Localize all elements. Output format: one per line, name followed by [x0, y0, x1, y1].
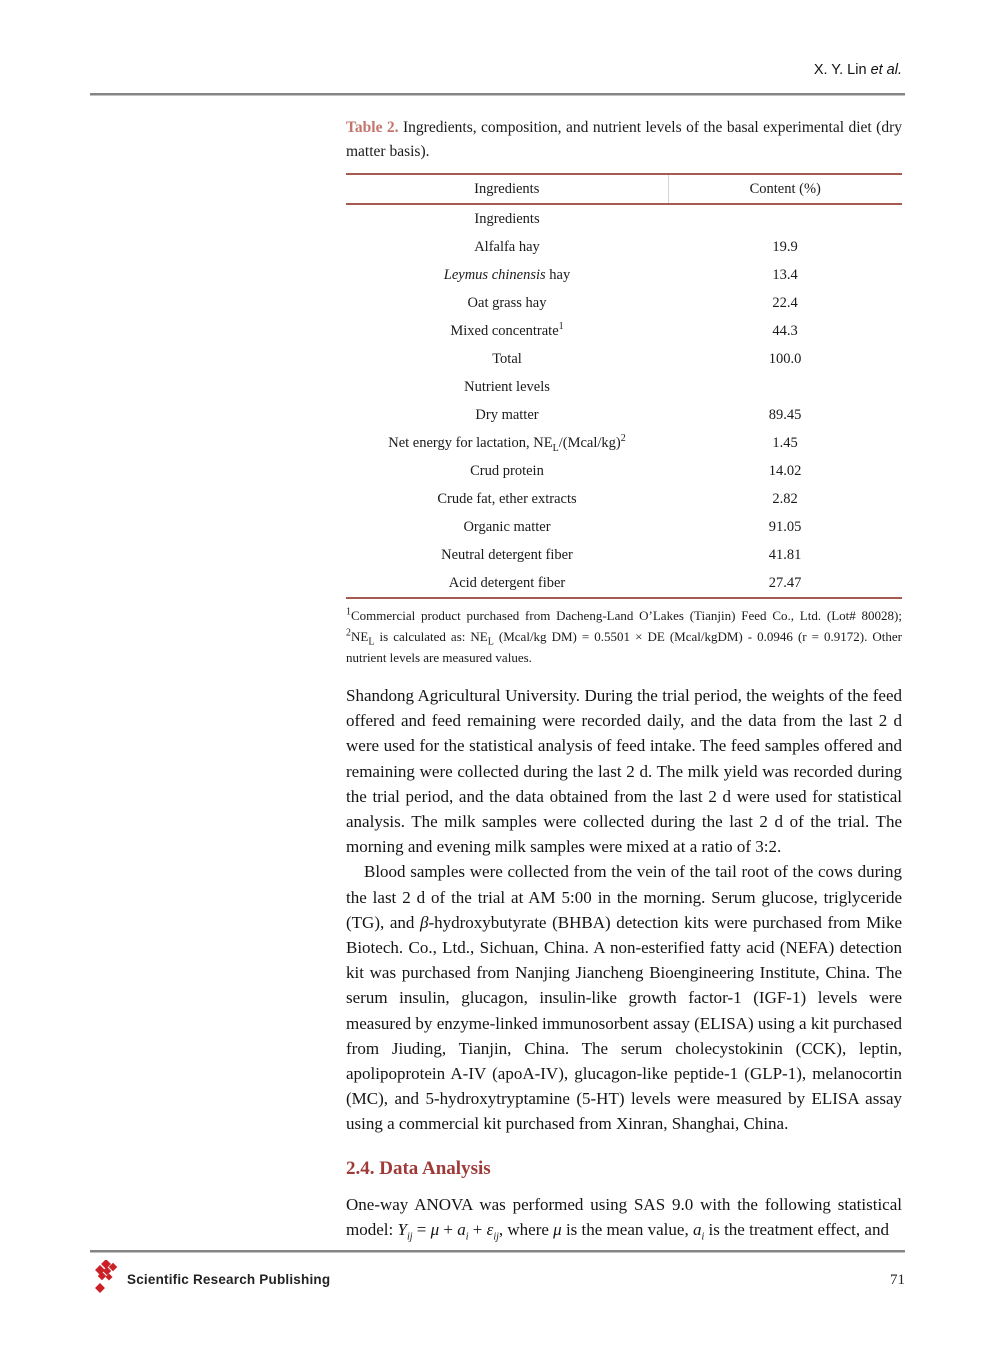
- ingredient-cell: Mixed concentrate$^1$: [450, 320, 564, 339]
- content-value-cell: 1.45: [772, 434, 798, 451]
- footer-rule: [90, 1250, 905, 1253]
- table-row: [346, 261, 902, 289]
- content-value-cell: 91.05: [768, 518, 802, 535]
- content-value-cell: 19.9: [772, 238, 798, 255]
- ingredient-cell: Total: [492, 350, 522, 367]
- paragraph-methods-2: Blood samples were collected from the vein of the tail root of the cows during the last 2 d of the trial at AM 5:00 in the morning. Serum glucose, triglyceride (TG), and β-hydroxybutyrate (BHBA) detection kits were purchased from Mike Biotech. Co., Ltd., Sichuan, China. A non-esterified fatty acid (NEFA) detection kit was purchased from Nanjing Jiancheng Bioengineering Institute, China. The serum insulin, glucagon, insulin-like growth factor-1 (IGF-1) levels were measured by enzyme-linked immunosorbent assay (ELISA) using a kit purchased from Jiuding, Tianjin, China. The serum cholecystokinin (CCK), leptin, apolipoprotein A-IV (apoA-IV), glucagon-like peptide-1 (GLP-1), melanocortin (MC), and 5-hydroxytryptamine (5-HT) levels were measured by ELISA assay using a commercial kit purchased from Xinran, Shanghai, China.: [346, 862, 902, 1134]
- ingredient-cell: Neutral detergent fiber: [441, 546, 573, 563]
- header-rule: [90, 93, 905, 96]
- page-content: [346, 116, 902, 1242]
- paragraph-methods-1: Shandong Agricultural University. During the trial period, the weights of the feed offered and feed remaining were recorded daily, and the data from the last 2 d were used for the statistical analysis of feed intake. The feed samples offered and remaining were collected during the last 2 d. The milk yield was recorded during the trial period, and the data obtained from the last 2 d were used for statistical analysis. The milk samples were collected during the last 2 d of the trial. The morning and evening milk samples were mixed at a ratio of 3:2.: [346, 686, 902, 857]
- ingredient-cell: Acid detergent fiber: [346, 569, 668, 598]
- table-row: [346, 457, 902, 485]
- table-row: [346, 233, 902, 261]
- table-row: [346, 373, 902, 401]
- table-header-row: [346, 174, 902, 204]
- column-header-content: Content (%): [668, 174, 902, 204]
- table-caption-text: Ingredients, composition, and nutrient levels of the basal experimental diet (dry matter basis).: [346, 119, 902, 160]
- paragraph-analysis: One-way ANOVA was performed using SAS 9.0 with the following statistical model: $Y_{ij} = \mu + a_i + \varepsilon_{ij}$, where μ is the mean value, $a_i$ is the treatment effect, and: [346, 1194, 902, 1243]
- table-body: [346, 204, 902, 598]
- section-heading: 2.4. Data Analysis: [346, 1157, 491, 1179]
- content-value-cell: 100.0: [768, 350, 802, 367]
- table-row: [346, 429, 902, 457]
- content-value-cell: 44.3: [772, 322, 798, 339]
- ingredient-cell: Nutrient levels: [464, 378, 550, 395]
- ingredient-cell: Crud protein: [470, 462, 544, 479]
- table-row: [346, 204, 902, 233]
- ingredient-cell: Alfalfa hay: [474, 238, 540, 255]
- table-header: [346, 174, 902, 204]
- table-row: [346, 401, 902, 429]
- table-row: [346, 485, 902, 513]
- ingredient-cell: Leymus chinensis hay: [443, 266, 571, 283]
- content-value-cell: 13.4: [772, 266, 798, 283]
- running-head-author: X. Y. Lin: [813, 62, 871, 78]
- table-row: [346, 541, 902, 569]
- column-header-ingredients: Ingredients: [346, 174, 668, 204]
- ingredient-cell: Oat grass hay: [467, 294, 547, 311]
- ingredients-table: [346, 173, 902, 599]
- table-row: [346, 289, 902, 317]
- table-caption-label: Table 2.: [346, 119, 399, 136]
- ingredient-cell: Crude fat, ether extracts: [437, 490, 577, 507]
- publisher-name: Scientific Research Publishing: [127, 1271, 331, 1287]
- running-head-etal: et al.: [870, 62, 902, 78]
- table-footnote: $^1$Commercial product purchased from Dacheng-Land O’Lakes (Tianjin) Feed Co., Ltd. (Lot# 80028); $^2NE_L$ is calculated as: $NE_L$ (Mcal/kg DM) = 0.5501 × DE (Mcal/kgDM) - 0.0946 (r = 0.9172). Other nutrient levels are measured values.: [346, 606, 902, 665]
- page-number: 71: [890, 1271, 905, 1288]
- content-value-cell: 14.02: [768, 462, 802, 479]
- content-value-cell: 22.4: [772, 294, 798, 311]
- ingredient-cell: Ingredients: [474, 210, 540, 227]
- table-row: [346, 317, 902, 345]
- ingredient-cell: Organic matter: [463, 518, 551, 535]
- table-row: [346, 513, 902, 541]
- table-row: [346, 345, 902, 373]
- ingredient-cell: Net energy for lactation, $NE_L/(Mcal/kg)^2$: [388, 432, 626, 454]
- content-value-cell: [668, 373, 902, 401]
- table-row: [346, 569, 902, 598]
- publisher-logo-icon: [92, 1260, 122, 1298]
- table-caption: [346, 116, 902, 164]
- ingredient-cell: Dry matter: [475, 406, 539, 423]
- content-value-cell: 2.82: [772, 490, 798, 507]
- content-value-cell: 27.47: [668, 569, 902, 598]
- running-head: [90, 62, 902, 78]
- content-value-cell: [668, 204, 902, 233]
- content-value-cell: 41.81: [768, 546, 802, 563]
- page-footer: [92, 1260, 905, 1298]
- content-value-cell: 89.45: [768, 406, 802, 423]
